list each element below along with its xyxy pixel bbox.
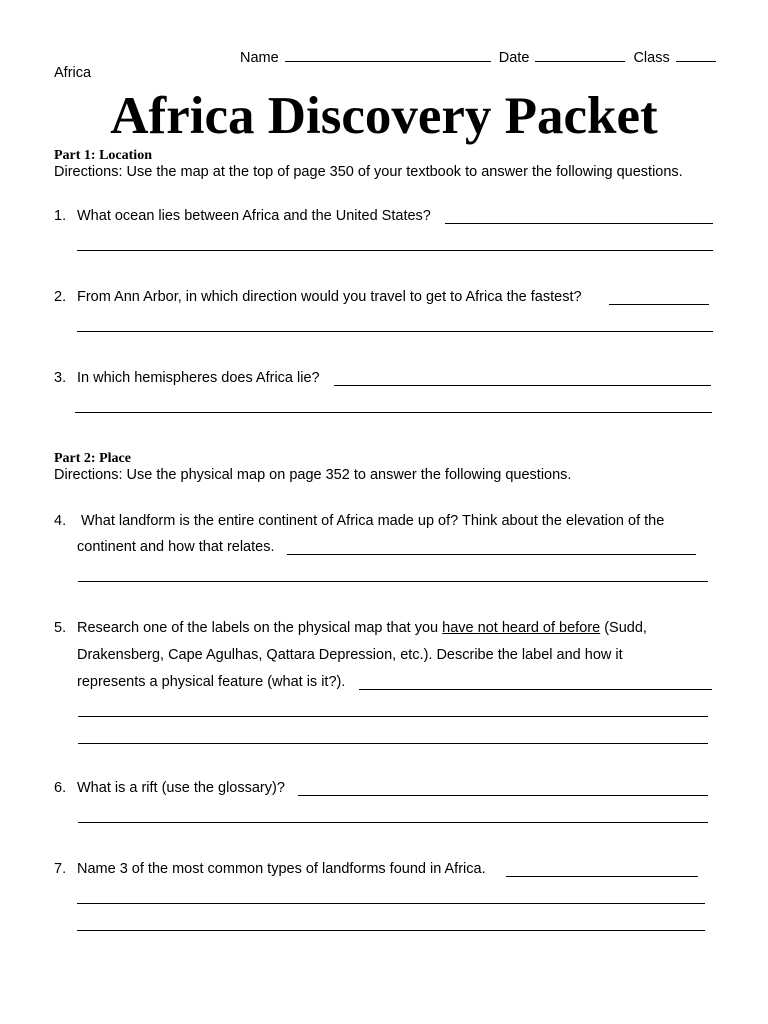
q6-text: What is a rift (use the glossary)? xyxy=(77,780,285,796)
q6-number: 6. xyxy=(54,780,67,796)
q1-text: What ocean lies between Africa and the United States? xyxy=(77,208,431,224)
q3-text: In which hemispheres does Africa lie? xyxy=(77,370,320,386)
q7-answer-line-3[interactable] xyxy=(77,930,705,931)
q2-text: From Ann Arbor, in which direction would you travel to get to Africa the fastest? xyxy=(77,289,582,305)
date-blank[interactable] xyxy=(535,47,625,62)
q5-line-1-end: (Sudd, xyxy=(604,620,647,636)
q4-answer-line-2[interactable] xyxy=(78,581,708,582)
q1-number: 1. xyxy=(54,208,67,224)
subject-label: Africa xyxy=(54,65,92,81)
q7-answer-line-2[interactable] xyxy=(77,903,705,904)
q5-answer-line-1[interactable] xyxy=(359,689,712,690)
q6-answer-line-1[interactable] xyxy=(298,795,708,796)
class-blank[interactable] xyxy=(676,47,716,62)
header-fields xyxy=(240,47,716,67)
part2-heading: Part 2: Place xyxy=(54,451,131,466)
class-label: Class xyxy=(633,50,670,66)
q3-number: 3. xyxy=(54,370,67,386)
name-blank[interactable] xyxy=(285,47,491,62)
page-title: Africa Discovery Packet xyxy=(110,87,658,145)
q2-answer-line-2[interactable] xyxy=(77,331,713,332)
q5-underlined-phrase: have not heard of before xyxy=(442,620,601,636)
part1-heading: Part 1: Location xyxy=(54,148,152,163)
q2-number: 2. xyxy=(54,289,67,305)
q4-number: 4. xyxy=(54,513,67,529)
q7-number: 7. xyxy=(54,861,67,877)
q5-answer-line-3[interactable] xyxy=(78,743,708,744)
q1-answer-line-1[interactable] xyxy=(445,223,713,224)
q4-answer-line-1[interactable] xyxy=(287,554,696,555)
q7-answer-line-1[interactable] xyxy=(506,876,698,877)
q7-text: Name 3 of the most common types of landforms found in Africa. xyxy=(77,861,486,877)
q6-answer-line-2[interactable] xyxy=(78,822,708,823)
q2-answer-line-1[interactable] xyxy=(609,304,709,305)
q3-answer-line-2[interactable] xyxy=(75,412,712,413)
q5-line-3: represents a physical feature (what is it?). xyxy=(77,674,346,690)
q5-number: 5. xyxy=(54,620,67,636)
q3-answer-line-1[interactable] xyxy=(334,385,711,386)
q1-answer-line-2[interactable] xyxy=(77,250,713,251)
q5-line-2: Drakensberg, Cape Agulhas, Qattara Depression, etc.). Describe the label and how it xyxy=(77,647,623,663)
q5-line-1 xyxy=(77,620,647,637)
date-label: Date xyxy=(498,50,530,66)
q4-line-2: continent and how that relates. xyxy=(77,539,275,555)
part1-directions: Directions: Use the map at the top of page 350 of your textbook to answer the following questions. xyxy=(54,164,683,180)
name-label: Name xyxy=(240,50,279,66)
q5-answer-line-2[interactable] xyxy=(78,716,708,717)
part2-directions: Directions: Use the physical map on page 352 to answer the following questions. xyxy=(54,467,572,483)
q4-line-1: What landform is the entire continent of Africa made up of? Think about the elevation of the xyxy=(81,513,665,529)
q5-line-1-start: Research one of the labels on the physical map that you xyxy=(77,620,439,636)
